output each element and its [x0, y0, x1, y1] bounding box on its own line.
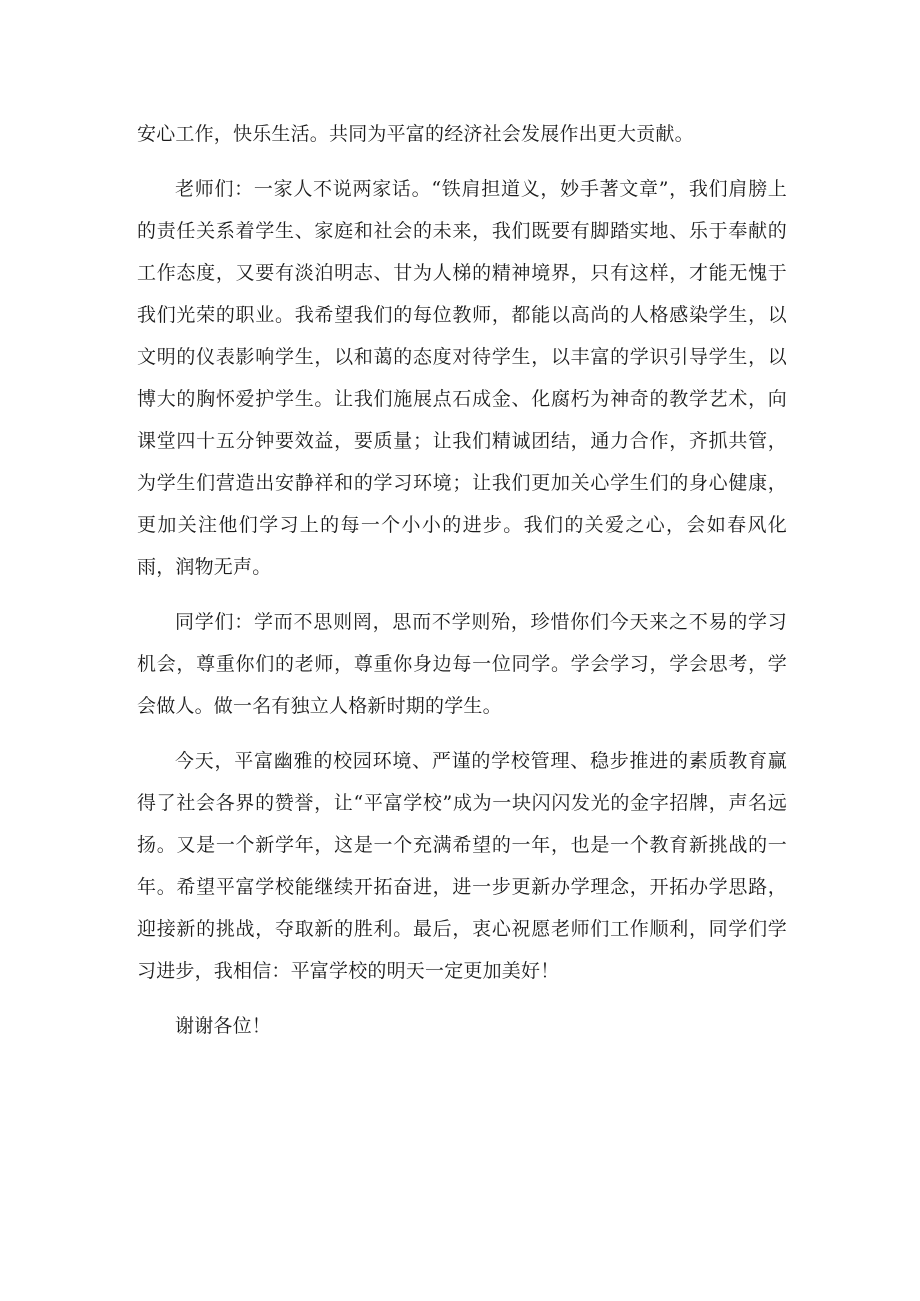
document-body	[137, 113, 787, 1060]
paragraph-thanks: 谢谢各位！	[175, 1015, 272, 1037]
paragraph-teachers: 老师们：一家人不说两家话。“铁肩担道义，妙手著文章”，我们肩膀上的责任关系着学生、家庭和社会的未来，我们既要有脚踏实地、乐于奉献的工作态度，又要有淡泊明志、甘为人梯的精神境界，只有这样，才能无愧于我们光荣的职业。我希望我们的每位教师，都能以高尚的人格感染学生，以文明的仪表影响学生，以和蔼的态度对待学生，以丰富的学识引导学生，以博大的胸怀爱护学生。让我们施展点石成金、化腐朽为神奇的教学艺术，向课堂四十五分钟要效益，要质量；让我们精诚团结，通力合作，齐抓共管，为学生们营造出安静祥和的学习环境；让我们更加关心学生们的身心健康，更加关注他们学习上的每一个小小的进步。我们的关爱之心，会如春风化雨，润物无声。	[137, 178, 787, 578]
paragraph-closing-continuation: 安心工作，快乐生活。共同为平富的经济社会发展作出更大贡献。	[137, 123, 694, 145]
paragraph-students: 同学们：学而不思则罔，思而不学则殆，珍惜你们今天来之不易的学习机会，尊重你们的老师，尊重你身边每一位同学。学会学习，学会思考，学会做人。做一名有独立人格新时期的学生。	[137, 611, 787, 717]
paragraph-school-future: 今天，平富幽雅的校园环境、严谨的学校管理、稳步推进的素质教育赢得了社会各界的赞誉，让“平富学校”成为一块闪闪发光的金字招牌，声名远扬。又是一个新学年，这是一个充满希望的一年，也是一个教育新挑战的一年。希望平富学校能继续开拓奋进，进一步更新办学理念，开拓办学思路，迎接新的挑战，夺取新的胜利。最后，衷心祝愿老师们工作顺利，同学们学习进步，我相信：平富学校的明天一定更加美好！	[137, 750, 787, 982]
